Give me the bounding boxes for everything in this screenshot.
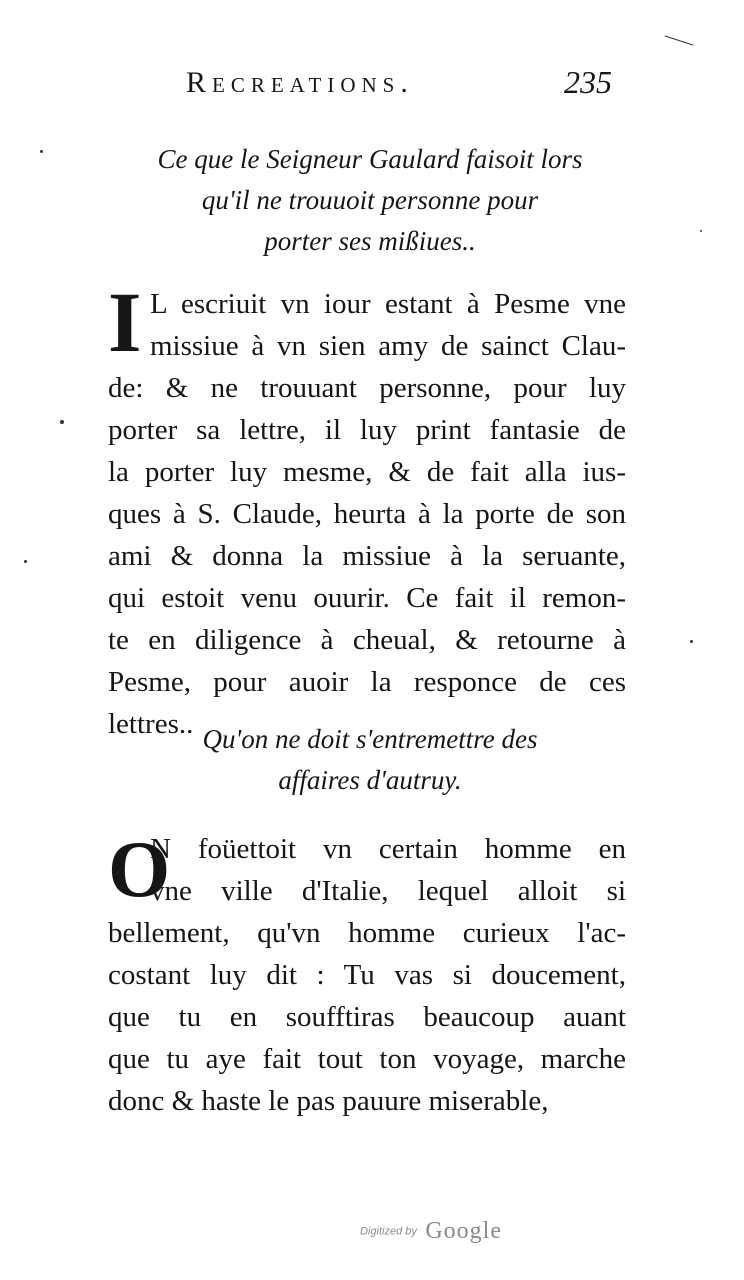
text-line: Pesme, pour auoir la responce de ces [108, 666, 626, 698]
scan-speck [40, 150, 43, 153]
text-line: la porter luy mesme, & de fait alla ius- [108, 456, 626, 488]
scan-speck [60, 420, 64, 424]
page-number: 235 [564, 64, 612, 100]
text-line: donc & haste le pas pauure miserable, [108, 1085, 549, 1117]
text-line: N foüettoit vn certain homme en [150, 833, 626, 865]
running-head [186, 62, 626, 106]
text-line: lettres.. [108, 708, 194, 740]
text-line: costant luy dit : Tu vas si doucement, [108, 959, 626, 991]
heading-line: affaires d'autruy. [278, 765, 462, 795]
drop-cap: O [108, 826, 171, 914]
running-title: Recreations. [186, 66, 414, 99]
heading-line: Qu'on ne doit s'entremettre des [202, 724, 538, 754]
text-line: de: & ne trouuant personne, pour luy [108, 372, 626, 404]
text-line: missiue à vn sien amy de sainct Clau- [150, 330, 626, 362]
scan-speck [665, 35, 694, 45]
watermark-brand: Google [425, 1218, 502, 1244]
section-heading-2 [100, 719, 640, 801]
paragraph-2 [108, 828, 626, 1122]
heading-line: qu'il ne trouuoit personne pour [201, 185, 539, 215]
paragraph-1 [108, 283, 626, 745]
text-line: qui estoit venu ouurir. Ce fait il remon- [108, 582, 626, 614]
text-line: te en diligence à cheual, & retourne à [108, 624, 626, 656]
heading-line: Ce que le Seigneur Gaulard faisoit lors [157, 144, 583, 174]
text-line: L escriuit vn iour estant à Pesme vne [150, 288, 626, 320]
text-line: que tu aye fait tout ton voyage, marche [108, 1043, 626, 1075]
watermark-prefix: Digitized by [360, 1225, 417, 1238]
text-line: ami & donna la missiue à la seruante, [108, 540, 626, 572]
text-line: porter sa lettre, il luy print fantasie de [108, 414, 626, 446]
text-line: ques à S. Claude, heurta à la porte de son [108, 498, 626, 530]
section-heading-1 [100, 139, 640, 262]
scan-speck [690, 640, 693, 643]
text-line: vne ville d'Italie, lequel alloit si [150, 875, 626, 907]
digitized-watermark [360, 1218, 502, 1245]
scan-speck [24, 560, 27, 563]
text-line: bellement, qu'vn homme curieux l'ac- [108, 917, 626, 949]
text-line: que tu en soufftiras beaucoup auant [108, 1001, 626, 1033]
scan-speck [700, 230, 702, 232]
drop-cap: I [108, 274, 142, 370]
heading-line: porter ses mißiues.. [264, 226, 476, 256]
